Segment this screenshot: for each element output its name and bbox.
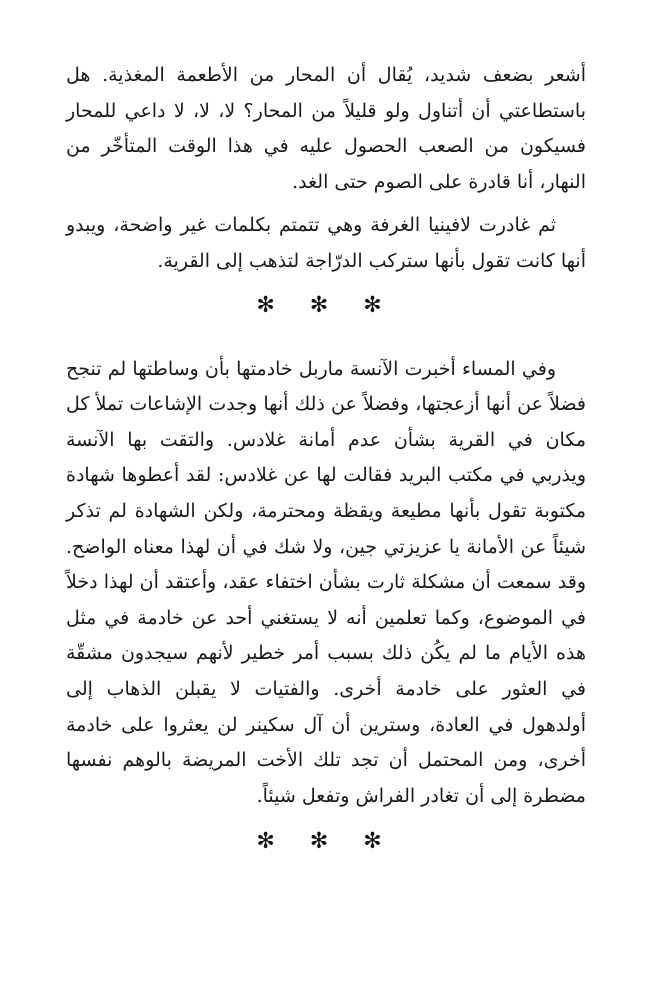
book-page xyxy=(66,58,586,860)
section-separator: ✻ ✻ ✻ xyxy=(256,292,396,318)
paragraph-2: ثم غادرت لافينيا الغرفة وهي تتمتم بكلمات غير واضحة، ويبدو أنها كانت تقول بأنها ستركب الدرّاجة لتذهب إلى القرية. xyxy=(66,214,586,272)
paragraph-1: أشعر بضعف شديد، يُقال أن المحار من الأطعمة المغذية. هل باستطاعتي أن أتناول ولو قليلاً من المحار؟ لا، لا، لا داعي للمحار فسيكون من الصعب الحصول عليه في هذا الوقت المتأخّر من النهار، أنا قادرة على الصوم حتى الغد. xyxy=(66,64,586,193)
section-separator: ✻ ✻ ✻ xyxy=(256,829,396,855)
paragraph-3: وفي المساء أخبرت الآنسة ماربل خادمتها بأن وساطتها لم تنجح فضلاً عن أنها أزعجتها، وفضلاً عن ذلك أنها وجدت الإشاعات تملأ كل مكان في القرية بشأن عدم أمانة غلادس. والتقت بها الآنسة ويذربي في مكتب البريد فقالت لها عن غلادس: لقد أعطوها شهادة مكتوبة تقول بأنها مطيعة ويقظة ومحترمة، ولكن الشهادة لم تذكر شيئاً عن الأمانة يا عزيزتي جين، ولا شك في أن لهذا معناه الواضح. وقد سمعت أن مشكلة ثارت بشأن اختفاء عقد، وأعتقد أن لهذا دخلاً في الموضوع، وكما تعلمين أنه لا يستغني أحد عن خادمة في مثل هذه الأيام ما لم يكُن ذلك بسبب أمر خطير لأنهم سيجدون مشقّة في العثور على خادمة أخرى. والفتيات لا يقبلن الذهاب إلى أولدهول في العادة، وسترين أن آل سكينر لن يعثروا على خادمة أخرى، ومن المحتمل أن تجد تلك الأخت المريضة بالوهم نفسها مضطرة إلى أن تغادر الفراش وتفعل شيئاً. xyxy=(66,357,586,807)
